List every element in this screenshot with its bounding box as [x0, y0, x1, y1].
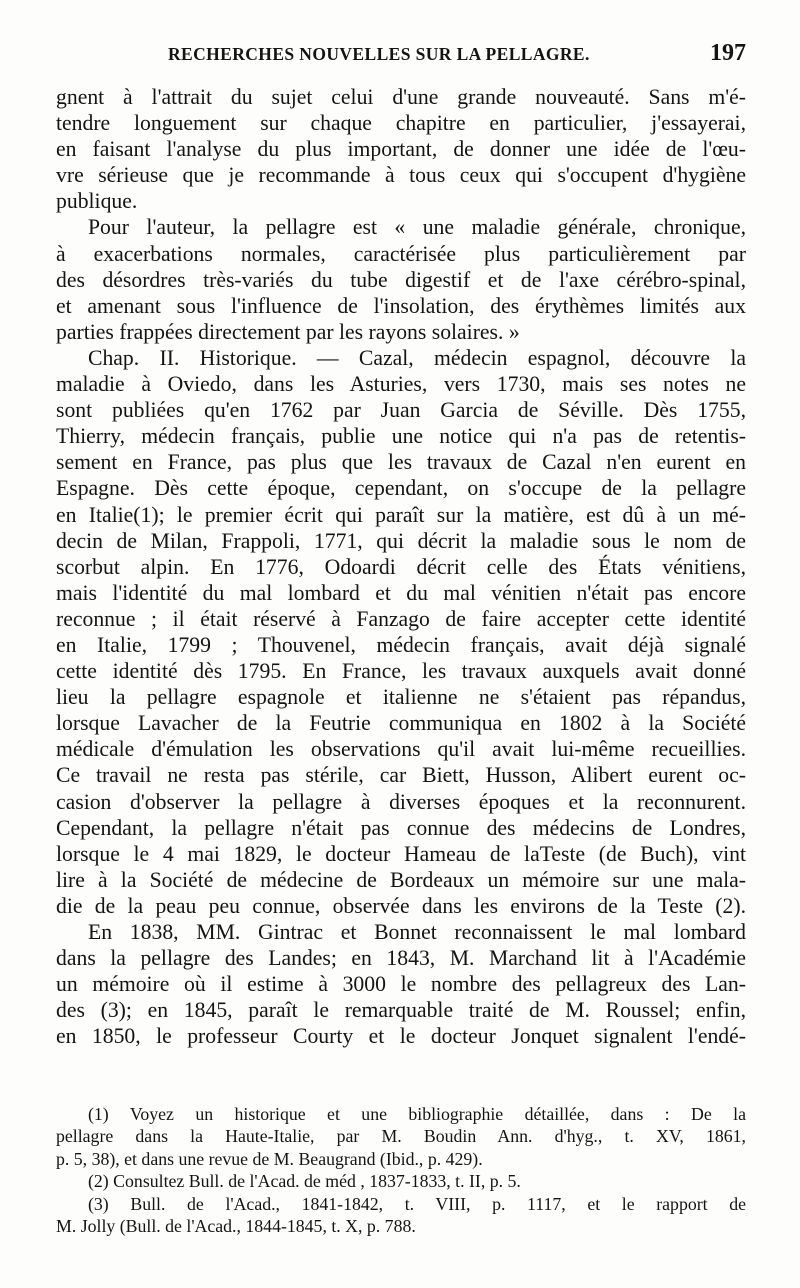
text-line: Thierry, médecin français, publie une notice qui n'a pas de retentis-	[56, 424, 746, 449]
footnotes	[56, 1103, 746, 1237]
text-line: Pour l'auteur, la pellagre est « une maladie générale, chronique,	[88, 215, 746, 240]
text-line: dans la pellagre des Landes; en 1843, M. Marchand lit à l'Académie	[56, 946, 746, 971]
text-line: parties frappées directement par les rayons solaires. »	[56, 319, 520, 344]
text-line: médicale d'émulation les observations qu'il avait lui-même recueillies.	[56, 737, 746, 762]
footnote-line: p. 5, 38), et dans une revue de M. Beaugrand (Ibid., p. 429).	[56, 1148, 483, 1169]
text-line: en faisant l'analyse du plus important, de donner une idée de l'œu-	[56, 137, 746, 162]
text-line: vre sérieuse que je recommande à tous ceux qui s'occupent d'hygiène	[56, 163, 746, 188]
text-line: lieu la pellagre espagnole et italienne ne s'étaient pas répandus,	[56, 685, 746, 710]
text-line: en 1850, le professeur Courty et le docteur Jonquet signalent l'endé-	[56, 1024, 746, 1049]
body-text	[56, 84, 746, 1049]
text-line: lorsque Lavacher de la Feutrie communiqua en 1802 à la Société	[56, 711, 746, 736]
text-line: un mémoire où il estime à 3000 le nombre des pellagreux des Lan-	[56, 972, 746, 997]
text-line: decin de Milan, Frappoli, 1771, qui décrit la maladie sous le nom de	[56, 528, 746, 553]
text-line: sement en France, pas plus que les travaux de Cazal n'en eurent en	[56, 450, 746, 475]
text-line: Chap. II. Historique. — Cazal, médecin espagnol, découvre la	[88, 345, 746, 370]
footnote-line: (1) Voyez un historique et une bibliographie détaillée, dans : De la	[88, 1104, 746, 1124]
text-line: sont publiées qu'en 1762 par Juan Garcia de Séville. Dès 1755,	[56, 398, 746, 423]
text-line: Espagne. Dès cette époque, cependant, on s'occupe de la pellagre	[56, 476, 746, 501]
footnote-line: M. Jolly (Bull. de l'Acad., 1844-1845, t. X, p. 788.	[56, 1215, 416, 1236]
text-line: gnent à l'attrait du sujet celui d'une grande nouveauté. Sans m'é-	[56, 85, 746, 109]
text-line: Cependant, la pellagre n'était pas connue des médecins de Londres,	[56, 815, 746, 840]
text-line: scorbut alpin. En 1776, Odoardi décrit celle des États vénitiens,	[56, 554, 746, 579]
text-line: à exacerbations normales, caractérisée plus particulièrement par	[56, 241, 746, 266]
text-line: reconnue ; il était réservé à Fanzago de faire accepter cette identité	[56, 606, 746, 631]
running-title: RECHERCHES NOUVELLES SUR LA PELLAGRE.	[168, 44, 590, 64]
footnote-line: pellagre dans la Haute-Italie, par M. Boudin Ann. d'hyg., t. XV, 1861,	[56, 1126, 746, 1147]
text-line: publique.	[56, 189, 138, 214]
text-line: tendre longuement sur chaque chapitre en particulier, j'essayerai,	[56, 111, 746, 136]
text-line: et amenant sous l'influence de l'insolation, des érythèmes limités aux	[56, 293, 746, 318]
text-line: lorsque le 4 mai 1829, le docteur Hameau de laTeste (de Buch), vint	[56, 841, 746, 866]
text-line: casion d'observer la pellagre à diverses époques et la reconnurent.	[56, 789, 746, 814]
text-line: des désordres très-variés du tube digestif et de l'axe cérébro-spinal,	[56, 267, 746, 292]
text-line: cette identité dès 1795. En France, les travaux auxquels avait donné	[56, 659, 746, 684]
text-line: Ce travail ne resta pas stérile, car Biett, Husson, Alibert eurent oc-	[56, 763, 746, 788]
text-line: mais l'identité du mal lombard et du mal vénitien n'était pas encore	[56, 580, 746, 605]
footnote-line: (3) Bull. de l'Acad., 1841-1842, t. VIII, p. 1117, et le rapport de	[88, 1193, 746, 1214]
footnote-line: (2) Consultez Bull. de l'Acad. de méd , 1837-1833, t. II, p. 5.	[88, 1171, 521, 1192]
text-line: des (3); en 1845, paraît le remarquable traité de M. Roussel; enfin,	[56, 998, 746, 1023]
text-line: lire à la Société de médecine de Bordeaux un mémoire sur une mala-	[56, 867, 746, 892]
text-line: maladie à Oviedo, dans les Asturies, vers 1730, mais ses notes ne	[56, 372, 746, 397]
page-number: 197	[710, 40, 746, 66]
page-header	[56, 40, 746, 74]
text-line: en Italie(1); le premier écrit qui paraît sur la matière, est dû à un mé-	[56, 502, 746, 527]
text-line: En 1838, MM. Gintrac et Bonnet reconnaissent le mal lombard	[88, 920, 746, 944]
text-line: en Italie, 1799 ; Thouvenel, médecin français, avait déjà signalé	[56, 632, 746, 657]
text-line: die de la peau peu connue, observée dans les environs de la Teste (2).	[56, 893, 746, 918]
